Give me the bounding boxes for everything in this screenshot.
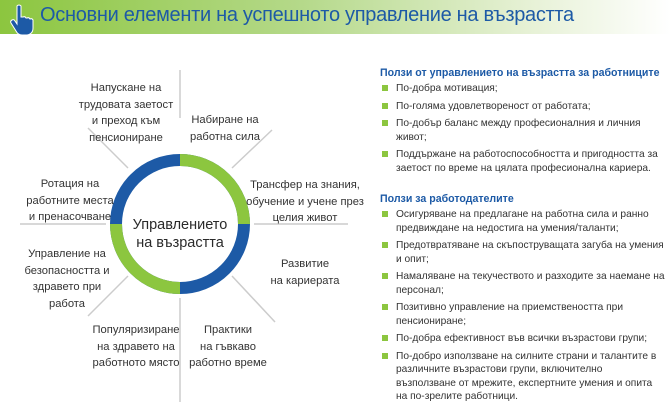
bullet-icon [382,242,388,248]
ring-arc-green-ne [180,160,244,224]
label-health-promotion: Популяризиране на здравето на работното място [92,324,180,369]
label-health-safety: Управление на безопасността и здравето при работа [24,248,110,310]
employers-benefits [380,192,665,408]
label-knowledge-transfer: Трансфер на знания, обучение и учене през целия живот [246,179,364,224]
label-hiring: Набиране на работна сила [189,114,261,143]
list-item: По-добър баланс между професионалния и личния живот; [380,117,665,144]
label-job-rotation: Ротация на работните места и пренасочване [26,178,114,223]
bullet-icon [382,273,388,279]
employers-heading: Ползи за работодателите [380,193,514,205]
bullet-icon [382,85,388,91]
pointing-hand-icon [8,4,34,36]
label-career: Развитие на кариерата [270,258,340,287]
list-item: По-голяма удовлетвореност от работата; [380,100,665,114]
list-item: По-добра мотивация; [380,82,665,96]
bullet-icon [382,120,388,126]
bullet-icon [382,335,388,341]
list-item: Намаляване на текучеството и разходите за наемане на персонал; [380,270,665,297]
bullet-icon [382,211,388,217]
bullet-icon [382,353,388,359]
workers-benefits [380,66,665,179]
age-management-diagram [0,60,364,416]
list-item: Осигуряване на предлагане на работна сила и ранно предвиждане на недостига на умения/таланти; [380,208,665,235]
employers-list [380,208,665,404]
list-item: Поддържане на работоспособността и пригодността за заетост по време на цялата професионална кариера. [380,148,665,175]
list-item: Предотвратяване на скъпоструващата загуба на умения и опит; [380,239,665,266]
page-title: Основни елементи на успешното управление на възрастта [40,4,574,26]
list-item: По-добра ефективност във всички възрастови групи; [380,332,665,346]
bullet-icon [382,151,388,157]
bullet-icon [382,304,388,310]
workers-heading: Ползи от управлението на възрастта за работниците [380,67,660,79]
diagram-center-label: Управлението на възрастта [132,217,228,251]
label-exit: Напускане на трудовата заетост и преход към пенсиониране [78,82,174,144]
workers-list [380,82,665,175]
list-item: По-добро използване на силните страни и талантите в различните възрастови групи, включително възползване от мрежите, експертните умения и опита на по-зрелите работници. [380,350,665,404]
label-flexible-work: Практики на гъвкаво работно време [189,324,267,369]
list-item: Позитивно управление на приемствеността при пенсиониране; [380,301,665,328]
bullet-icon [382,103,388,109]
